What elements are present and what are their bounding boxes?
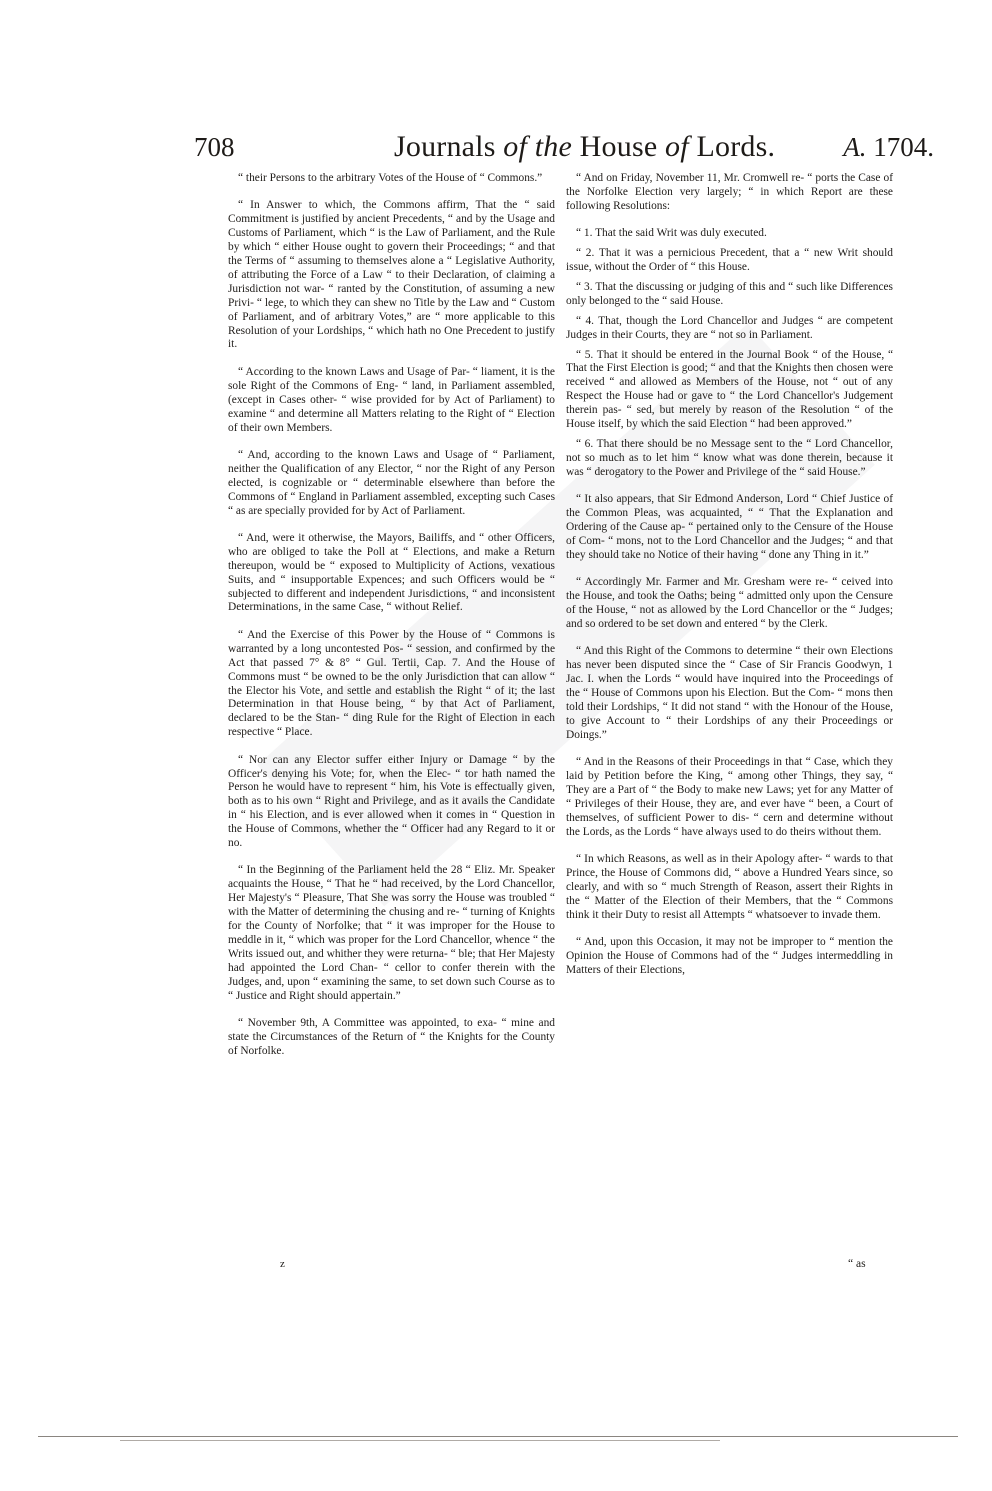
right-column [566, 172, 893, 991]
paragraph: “ And the Exercise of this Power by the House of “ Commons is warranted by a long uncontested Pos- “ session, and confirmed by the Act that passed 7° & 8° “ Gul. Tertii, Cap. 7. And the House of Commons must “ be owned to be the only Jurisdiction that can allow “ the Elector his Vote, and settle and establish the Right “ of it; the last Determination in that House being, “ by that Act of Parliament, declared to be the Stan- “ ding Rule for the Right of Election in each respective “ Place. [228, 628, 555, 739]
paragraph: “ In Answer to which, the Commons affirm, That the “ said Commitment is justified by ancient Precedents, “ and by the Usage and Customs of Parliament, which “ is the Law of Parliament, and the Rule by which “ either House ought to govern their Proceedings; “ and that the Terms of “ assuming to themselves alone a “ Legislative Authority, of attributing the Force of a Law “ to their Declaration, of claiming a Jurisdiction not war- “ ranted by the Constitution, of assuming a new Privi- “ lege, to which they can shew no Title by the Law and “ Custom of Parliament, and of arbitrary Votes,” are “ more applicable to this Resolution of your Lordships, “ which hath no One Precedent to justify it. [228, 199, 555, 351]
year [843, 132, 934, 163]
paragraph: “ And, were it otherwise, the Mayors, Bailiffs, and “ other Officers, who are obliged to take the Poll at “ Elections, and make a Return thereupon, would be “ exposed to Multiplicity of Actions, vexatious Suits, and “ insupportable Expences; and such Officers would be “ subjected to different and independent Jurisdictions, “ and inconsistent Determinations, in the same Case, “ without Relief. [228, 531, 555, 614]
catchword-right: “ as [848, 1258, 866, 1270]
year-number: 1704. [873, 132, 934, 162]
resolution-item: “ 4. That, though the Lord Chancellor and Judges “ are competent Judges in their Courts, they are “ not so in Parliament. [566, 314, 893, 341]
paragraph: “ In which Reasons, as well as in their Apology after- “ wards to that Prince, the House of Commons did, “ above a Hundred Years since, so clearly, and with so “ much Strength of Reason, assert their Rights in the “ Matter of the Election of their Members, that the “ Commons think it their Duty to resist all Attempts “ whatsoever to invade them. [566, 853, 893, 921]
paragraph: “ And in the Reasons of their Proceedings in that “ Case, which they laid by Petition before the King, “ among other Things, they say, “ They are a Part of “ the Body to make new Laws; yet for any Matter of “ Privileges of their House, they are, and ever have “ been, a Court of themselves, of sufficient Power to dis- “ cern and determine without the Lords, as the Lords “ have always used to do theirs without them. [566, 756, 893, 838]
paragraph: “ And, upon this Occasion, it may not be improper to “ mention the Opinion the House of Commons had of the “ Judges intermeddling in Matters of their Elections, [566, 936, 893, 976]
catchword-left: z [280, 1258, 285, 1270]
resolution-item: “ 2. That it was a pernicious Precedent, that a “ new Writ should issue, without the Order of “ this House. [566, 247, 893, 274]
journal-title [394, 130, 775, 164]
resolution-item: “ 3. That the discussing or judging of this and “ such like Differences only belonged to the “ said House. [566, 280, 893, 307]
bottom-rule-secondary [120, 1440, 720, 1441]
title-house: House [571, 130, 666, 163]
page-number: 708 [194, 132, 235, 162]
paragraph: “ November 9th, A Committee was appointed, to exa- “ mine and state the Circumstances of the Return of “ the Knights for the County of Norfolke. [228, 1017, 555, 1057]
bottom-rule [38, 1436, 958, 1437]
paragraph: “ And this Right of the Commons to determine “ their own Elections has never been disputed since the “ Case of Sir Francis Goodwyn, 1 Jac. I. when the Lords “ would have inquired into the Proceedings of the “ House of Commons upon his Election. But the Com- “ mons then told their Lordships, “ It did not stand “ with the Honour of the House, to give Account to “ their Lordships of any their Proceedings or Doings.” [566, 645, 893, 741]
paragraph: “ According to the known Laws and Usage of Par- “ liament, it is the sole Right of the Commons of Eng- “ land, in Parliament assembled, (except in Cases other- “ wise provided for by Act of Parliament) to examine “ and determine all Matters relating to the Right of “ Election of their own Members. [228, 365, 555, 434]
resolution-item: “ 6. That there should be no Message sent to the “ Lord Chancellor, not so much as to let him “ know what was done therein, because it was “ derogatory to the Power and Privilege of the “ said House.” [566, 438, 893, 478]
paragraph: “ Accordingly Mr. Farmer and Mr. Gresham were re- “ ceived into the House, and took the Oaths; being “ admitted only upon the Censure of the House, “ not as allowed by the Lord Chancellor or the “ Judges; and so ordered to be set down and entered “ by the Clerk. [566, 576, 893, 630]
year-prefix: A. [843, 132, 874, 162]
left-column [228, 172, 555, 1072]
resolution-item: “ 5. That it should be entered in the Journal Book “ of the House, “ That the First Election is good; “ and that the Knights then chosen were received “ and allowed as Members of the House, not “ out of any Respect the House had or gave to “ the Lord Chancellor's Judgement therein pas- “ sed, but merely by reason of the Resolution “ of the House itself, by which the said Election “ had been approved.” [566, 348, 893, 431]
paragraph: “ And, according to the known Laws and Usage of “ Parliament, neither the Qualification of any Elector, “ nor the Right of any Person elected, is cognizable or “ determinable elsewhere than before the Commons of “ England in Parliament assembled, excepting such Cases “ as are specially provided for by Act of Parliament. [228, 448, 555, 517]
paragraph: “ It also appears, that Sir Edmond Anderson, Lord “ Chief Justice of the Common Pleas, was acquainted, “ “ That the Explanation and Ordering of the Cause ap- “ pertained only to the Censure of the House of Com- “ mons, not to the Lord Chancellor and the Judges; “ and that they should take no Notice of their having “ done any Thing in it.” [566, 493, 893, 561]
paragraph: “ In the Beginning of the Parliament held the 28 “ Eliz. Mr. Speaker acquaints the House, “ That he “ had received, by the Lord Chancellor, Her Majesty's “ Pleasure, That She was sorry the House was troubled “ with the Matter of determining the chusing and re- “ turning of Knights for the County of Norfolke; that “ it was improper for the House to meddle in it, “ which was proper for the Lord Chancellor, whence “ the Writs issued out, and whither they were returna- “ ble; that Her Majesty had appointed the Lord Chan- “ cellor to confer therein with the Judges, and, upon “ examining the same, to set down such Course as to “ Justice and Right should appertain.” [228, 864, 555, 1002]
resolution-item: “ 1. That the said Writ was duly executed. [576, 227, 767, 240]
page-header [194, 132, 934, 166]
paragraph: “ their Persons to the arbitrary Votes of the House of “ Commons.” [238, 172, 543, 184]
title-of: of [665, 130, 689, 163]
paragraph: “ Nor can any Elector suffer either Injury or Damage “ by the Officer's denying his Vote; for, when the Elec- “ tor hath named the Person he would have to represent “ him, his Vote is effectually given, both as to his own “ Right and Privilege, and as it avails the Candidate in “ his Election, and is ever allowed when it comes in “ Question in the House of Commons, whether the “ Officer had any Regard to it or no. [228, 753, 555, 850]
title-lords: Lords. [688, 130, 776, 163]
title-journals: Journals [394, 130, 504, 163]
paragraph: “ And on Friday, November 11, Mr. Cromwell re- “ ports the Case of the Norfolke Election very largely; “ in which Report are these following Resolutions: [566, 172, 893, 212]
title-of-the: of the [503, 130, 572, 163]
